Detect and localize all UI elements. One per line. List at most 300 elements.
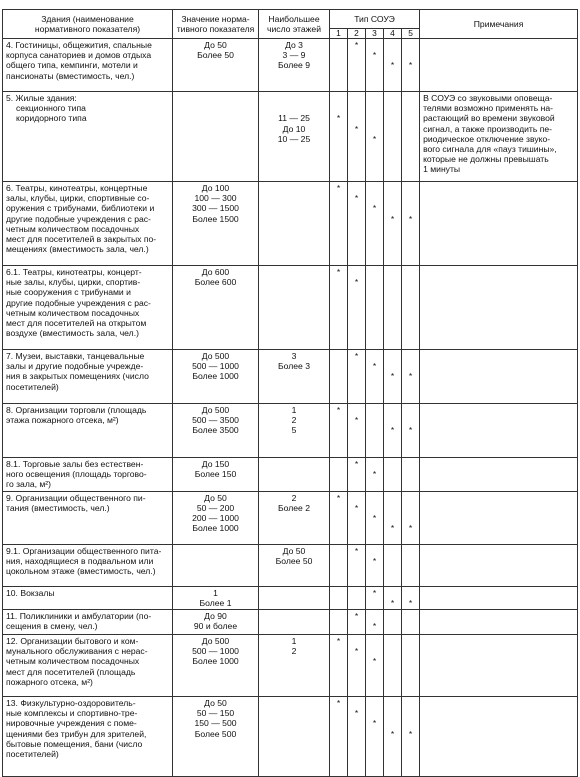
type-mark xyxy=(369,277,380,287)
type-mark xyxy=(333,588,344,598)
type-mark xyxy=(387,415,398,425)
type-mark xyxy=(369,546,380,556)
cell-notes xyxy=(420,610,578,635)
type-mark xyxy=(351,134,362,144)
cell-building xyxy=(3,635,173,697)
cell-type-5 xyxy=(402,404,420,458)
type-mark xyxy=(387,459,398,469)
cell-type-2 xyxy=(348,39,366,92)
building-line: 13. Физкультурно-оздоровитель- xyxy=(6,698,136,709)
cell-type-5 xyxy=(402,350,420,404)
cell-type-2 xyxy=(348,92,366,182)
type-mark xyxy=(351,656,362,666)
type-mark: * xyxy=(390,597,395,608)
type-mark xyxy=(405,621,416,631)
cell-value xyxy=(173,458,259,492)
type-mark xyxy=(369,503,380,513)
table-row xyxy=(3,266,578,350)
type-mark xyxy=(369,523,380,533)
building-line: го зала, м²) xyxy=(6,479,52,490)
floors-line: 3 — 9 xyxy=(282,50,306,61)
floors-line: До 10 xyxy=(282,123,306,134)
table-row xyxy=(3,544,578,586)
cell-type-4 xyxy=(384,697,402,777)
cell-building xyxy=(3,404,173,458)
type-mark xyxy=(369,40,380,50)
building-line: корпуса санаториев и домов отдыха xyxy=(6,50,152,61)
cell-type-1 xyxy=(330,610,348,635)
floors-line: 2 xyxy=(291,415,297,426)
type-mark xyxy=(333,556,344,566)
building-line: посетителей) xyxy=(6,749,59,760)
type-mark xyxy=(351,513,362,523)
cell-type-2 xyxy=(348,610,366,635)
type-mark xyxy=(405,183,416,193)
table-row xyxy=(3,586,578,609)
type-mark xyxy=(369,124,380,134)
cell-type-3 xyxy=(366,635,384,697)
cell-type-2 xyxy=(348,266,366,350)
type-mark: * xyxy=(354,646,359,657)
type-mark: * xyxy=(372,587,377,598)
cell-floors xyxy=(259,92,330,182)
type-mark xyxy=(369,611,380,621)
type-mark xyxy=(333,134,344,144)
value-line: До 50 xyxy=(204,698,227,709)
cell-type-3 xyxy=(366,266,384,350)
cell-value xyxy=(173,39,259,92)
building-line: 9. Организации общественного пи- xyxy=(6,492,146,503)
type-mark xyxy=(333,351,344,361)
type-mark: * xyxy=(354,415,359,426)
value-line: Более 600 xyxy=(194,277,237,288)
type-mark xyxy=(405,493,416,503)
type-mark xyxy=(333,203,344,213)
cell-floors xyxy=(259,182,330,266)
header-building: Здания (наименование нормативного показателя) xyxy=(3,10,173,39)
building-line: ния в закрытых помещениях (число xyxy=(6,371,149,382)
cell-notes xyxy=(420,39,578,92)
type-mark: * xyxy=(372,361,377,372)
type-mark xyxy=(369,351,380,361)
cell-type-2 xyxy=(348,697,366,777)
type-mark xyxy=(333,621,344,631)
cell-value xyxy=(173,635,259,697)
floors-line: 2 xyxy=(291,646,297,657)
floors-line: 3 xyxy=(291,351,297,361)
type-mark xyxy=(387,556,398,566)
cell-type-4 xyxy=(384,404,402,458)
value-line: Более 1 xyxy=(199,597,232,608)
type-mark xyxy=(387,611,398,621)
cell-type-1 xyxy=(330,350,348,404)
type-mark xyxy=(405,50,416,60)
cell-type-5 xyxy=(402,544,420,586)
floors-line: 10 — 25 xyxy=(277,133,311,144)
building-line: 7. Музеи, выставки, танцевальные xyxy=(6,351,145,361)
table-row xyxy=(3,182,578,266)
type-mark xyxy=(405,405,416,415)
type-mark xyxy=(369,113,380,123)
building-line: 8.1. Торговые залы без естествен- xyxy=(6,459,144,469)
cell-type-3 xyxy=(366,182,384,266)
table-row xyxy=(3,697,578,777)
type-mark: * xyxy=(354,40,359,50)
type-mark xyxy=(387,698,398,708)
type-mark xyxy=(351,93,362,103)
value-line: 200 — 1000 xyxy=(192,513,239,524)
type-mark xyxy=(369,459,380,469)
type-mark xyxy=(351,425,362,435)
cell-type-2 xyxy=(348,182,366,266)
cell-building xyxy=(3,544,173,586)
cell-type-1 xyxy=(330,586,348,609)
building-line: ные комплексы и спортивно-тре- xyxy=(6,708,138,719)
cell-type-4 xyxy=(384,458,402,492)
cell-type-4 xyxy=(384,491,402,544)
type-mark xyxy=(351,60,362,70)
type-mark xyxy=(333,103,344,113)
type-mark xyxy=(405,636,416,646)
cell-type-3 xyxy=(366,491,384,544)
cell-type-5 xyxy=(402,635,420,697)
type-mark xyxy=(405,503,416,513)
type-mark: * xyxy=(336,183,341,193)
cell-type-5 xyxy=(402,92,420,182)
cell-type-1 xyxy=(330,39,348,92)
value-line: 1 xyxy=(213,587,218,598)
type-mark xyxy=(387,193,398,203)
type-mark xyxy=(333,459,344,469)
type-mark xyxy=(387,351,398,361)
type-mark: * xyxy=(354,351,359,361)
building-line: мещениях (вместимость зала, чел.) xyxy=(6,244,149,255)
header-type-5: 5 xyxy=(402,29,420,39)
type-mark xyxy=(369,415,380,425)
floors-line: 11 — 25 xyxy=(278,113,310,124)
cell-type-1 xyxy=(330,544,348,586)
cell-type-3 xyxy=(366,404,384,458)
type-mark: * xyxy=(372,133,377,144)
table-row xyxy=(3,635,578,697)
cell-type-4 xyxy=(384,350,402,404)
value-line: До 500 xyxy=(201,636,230,647)
building-line: залы и другие подобные учрежде- xyxy=(6,361,144,372)
type-mark xyxy=(405,267,416,277)
value-line: 300 — 1500 xyxy=(192,203,239,214)
cell-floors xyxy=(259,697,330,777)
building-line: ного освещения (площадь торгово- xyxy=(6,469,147,480)
type-mark xyxy=(405,656,416,666)
type-mark xyxy=(333,611,344,621)
type-mark xyxy=(405,513,416,523)
cell-type-1 xyxy=(330,635,348,697)
building-line: общего типа, кемпинги, мотели и xyxy=(6,60,138,71)
cell-floors xyxy=(259,458,330,492)
cell-type-3 xyxy=(366,586,384,609)
cell-type-3 xyxy=(366,458,384,492)
type-mark xyxy=(405,124,416,134)
header-type-1: 1 xyxy=(330,29,348,39)
type-mark xyxy=(369,60,380,70)
type-mark xyxy=(387,183,398,193)
type-mark xyxy=(333,361,344,371)
cell-building xyxy=(3,610,173,635)
table-row xyxy=(3,350,578,404)
floors-line: До 3 xyxy=(285,40,303,50)
type-mark xyxy=(405,556,416,566)
table-header xyxy=(3,10,578,39)
cell-type-1 xyxy=(330,92,348,182)
floors-line: 5 xyxy=(291,425,297,436)
type-mark: * xyxy=(372,621,377,632)
value-line: 150 — 500 xyxy=(194,718,237,729)
type-mark xyxy=(369,646,380,656)
cell-notes xyxy=(420,92,578,182)
type-mark: * xyxy=(372,656,377,667)
type-mark xyxy=(387,636,398,646)
value-line: До 50 xyxy=(204,492,227,503)
type-mark xyxy=(351,50,362,60)
cell-type-5 xyxy=(402,610,420,635)
type-mark xyxy=(387,656,398,666)
building-line: 12. Организации бытового и ком- xyxy=(6,636,139,647)
table-row xyxy=(3,39,578,92)
value-line: Более 50 xyxy=(197,50,234,61)
cell-value xyxy=(173,404,259,458)
type-mark xyxy=(405,93,416,103)
cell-value xyxy=(173,586,259,609)
type-mark: * xyxy=(408,728,413,739)
floors-line xyxy=(262,93,326,103)
type-mark xyxy=(333,598,344,608)
header-type-4: 4 xyxy=(384,29,402,39)
type-mark xyxy=(333,646,344,656)
type-mark xyxy=(351,183,362,193)
note-line: риодическое отключение звуко- xyxy=(423,133,551,144)
type-mark xyxy=(369,698,380,708)
type-mark xyxy=(369,267,380,277)
type-mark: * xyxy=(336,636,341,647)
value-line: 90 и более xyxy=(193,621,238,632)
cell-notes xyxy=(420,404,578,458)
cell-floors xyxy=(259,635,330,697)
cell-type-4 xyxy=(384,182,402,266)
type-mark: * xyxy=(390,371,395,382)
type-mark xyxy=(333,214,344,224)
building-line: ния, находящиеся в подвальном или xyxy=(6,555,154,566)
floors-line: До 50 xyxy=(282,545,306,556)
type-mark xyxy=(351,469,362,479)
cell-type-2 xyxy=(348,458,366,492)
type-mark xyxy=(333,124,344,134)
table-row xyxy=(3,491,578,544)
type-mark xyxy=(333,469,344,479)
type-mark xyxy=(351,371,362,381)
type-mark xyxy=(387,93,398,103)
building-line: пожарного отсека, м²) xyxy=(6,676,93,687)
cell-value xyxy=(173,350,259,404)
value-line: 500 — 1000 xyxy=(192,646,239,657)
type-mark xyxy=(387,718,398,728)
type-mark xyxy=(387,50,398,60)
building-line: тания (вместимость, чел.) xyxy=(6,502,110,513)
cell-building xyxy=(3,697,173,777)
type-mark: * xyxy=(372,512,377,523)
cell-floors xyxy=(259,404,330,458)
type-mark xyxy=(405,546,416,556)
type-mark xyxy=(387,267,398,277)
cell-type-2 xyxy=(348,635,366,697)
cell-type-4 xyxy=(384,586,402,609)
table-row xyxy=(3,92,578,182)
cell-type-1 xyxy=(330,491,348,544)
table-row xyxy=(3,610,578,635)
type-mark xyxy=(405,698,416,708)
note-line: В СОУЭ со звуковыми оповеща- xyxy=(423,93,553,103)
cell-type-5 xyxy=(402,458,420,492)
type-mark: * xyxy=(408,60,413,71)
type-mark xyxy=(387,493,398,503)
floors-line: Более 50 xyxy=(275,555,313,566)
cell-building xyxy=(3,458,173,492)
building-line: мунального обслуживания с нерас- xyxy=(6,646,148,657)
value-line: 500 — 1000 xyxy=(192,361,239,372)
cell-building xyxy=(3,491,173,544)
type-mark: * xyxy=(336,698,341,709)
header-soue-types: Тип СОУЭ xyxy=(330,10,420,29)
value-line: Более 1000 xyxy=(192,656,239,667)
type-mark xyxy=(333,60,344,70)
cell-type-5 xyxy=(402,586,420,609)
type-mark xyxy=(387,134,398,144)
cell-type-5 xyxy=(402,182,420,266)
type-mark xyxy=(333,40,344,50)
cell-floors xyxy=(259,586,330,609)
cell-notes xyxy=(420,491,578,544)
type-mark: * xyxy=(408,597,413,608)
value-line: До 150 xyxy=(201,459,230,469)
cell-notes xyxy=(420,458,578,492)
value-line: До 100 xyxy=(201,183,230,193)
building-line: 11. Поликлиники и амбулатории (по- xyxy=(6,611,152,622)
note-line: сигнал, а также производить пе- xyxy=(423,123,552,134)
type-mark xyxy=(405,277,416,287)
type-mark xyxy=(333,546,344,556)
building-line: этажа пожарного отсека, м²) xyxy=(6,415,119,426)
type-mark xyxy=(405,134,416,144)
cell-building xyxy=(3,586,173,609)
cell-type-4 xyxy=(384,544,402,586)
cell-building xyxy=(3,350,173,404)
type-mark: * xyxy=(336,113,341,124)
type-mark xyxy=(369,214,380,224)
building-line: бытовые помещения, бани (число xyxy=(6,738,143,749)
cell-floors xyxy=(259,544,330,586)
type-mark xyxy=(405,103,416,113)
type-mark: * xyxy=(390,213,395,224)
type-mark xyxy=(333,277,344,287)
building-line: 9.1. Организации общественного пита- xyxy=(6,545,162,556)
building-line: оружения с трибунами, библиотеки и xyxy=(6,203,155,214)
floors-line: 1 xyxy=(291,636,297,647)
type-mark xyxy=(369,405,380,415)
type-mark: * xyxy=(390,425,395,436)
type-mark xyxy=(405,193,416,203)
type-mark xyxy=(387,621,398,631)
building-line: цокольном этаже (вместимость, чел.) xyxy=(6,566,156,577)
cell-notes xyxy=(420,350,578,404)
cell-value xyxy=(173,491,259,544)
building-line: коридорного типа xyxy=(16,113,87,124)
type-mark xyxy=(351,698,362,708)
table-row xyxy=(3,458,578,492)
cell-type-2 xyxy=(348,544,366,586)
building-line: мест для посетителей на открытом xyxy=(6,318,147,329)
value-line: 50 — 200 xyxy=(196,502,235,513)
type-mark: * xyxy=(408,371,413,382)
value-line: Более 500 xyxy=(194,728,237,739)
cell-type-5 xyxy=(402,491,420,544)
type-mark xyxy=(333,708,344,718)
type-mark xyxy=(387,546,398,556)
type-mark xyxy=(405,646,416,656)
type-mark: * xyxy=(354,611,359,622)
type-mark xyxy=(351,718,362,728)
value-line: 50 — 150 xyxy=(196,708,235,719)
table-row xyxy=(3,404,578,458)
building-line: нировочные учреждения с поме- xyxy=(6,718,137,729)
building-line: 4. Гостиницы, общежития, спальные xyxy=(6,40,152,50)
floors-line: 2 xyxy=(291,492,297,503)
type-mark: * xyxy=(336,405,341,415)
building-line: мест для посетителей в закрытых по- xyxy=(6,234,157,245)
type-mark xyxy=(369,103,380,113)
type-mark xyxy=(369,729,380,739)
note-line: которые не должны превышать xyxy=(423,154,549,165)
type-mark: * xyxy=(354,193,359,204)
type-mark xyxy=(333,93,344,103)
type-mark: * xyxy=(336,492,341,503)
cell-type-3 xyxy=(366,39,384,92)
cell-floors xyxy=(259,266,330,350)
cell-notes xyxy=(420,544,578,586)
building-line: пансионаты (вместимость, чел.) xyxy=(6,70,135,81)
type-mark xyxy=(333,193,344,203)
type-mark xyxy=(333,523,344,533)
type-mark xyxy=(333,729,344,739)
cell-building xyxy=(3,39,173,92)
type-mark: * xyxy=(408,425,413,436)
cell-value xyxy=(173,92,259,182)
value-line: Более 3500 xyxy=(192,425,239,436)
type-mark xyxy=(369,636,380,646)
building-line: 10. Вокзалы xyxy=(6,587,55,598)
type-mark xyxy=(351,113,362,123)
building-line: 6.1. Театры, кинотеатры, концерт- xyxy=(6,267,142,277)
cell-type-4 xyxy=(384,610,402,635)
cell-notes xyxy=(420,635,578,697)
cell-notes xyxy=(420,586,578,609)
type-mark xyxy=(405,415,416,425)
cell-type-1 xyxy=(330,697,348,777)
type-mark: * xyxy=(372,469,377,480)
cell-type-1 xyxy=(330,182,348,266)
type-mark xyxy=(369,425,380,435)
cell-type-3 xyxy=(366,92,384,182)
value-line: До 50 xyxy=(204,40,227,50)
soue-requirements-table xyxy=(2,9,578,777)
